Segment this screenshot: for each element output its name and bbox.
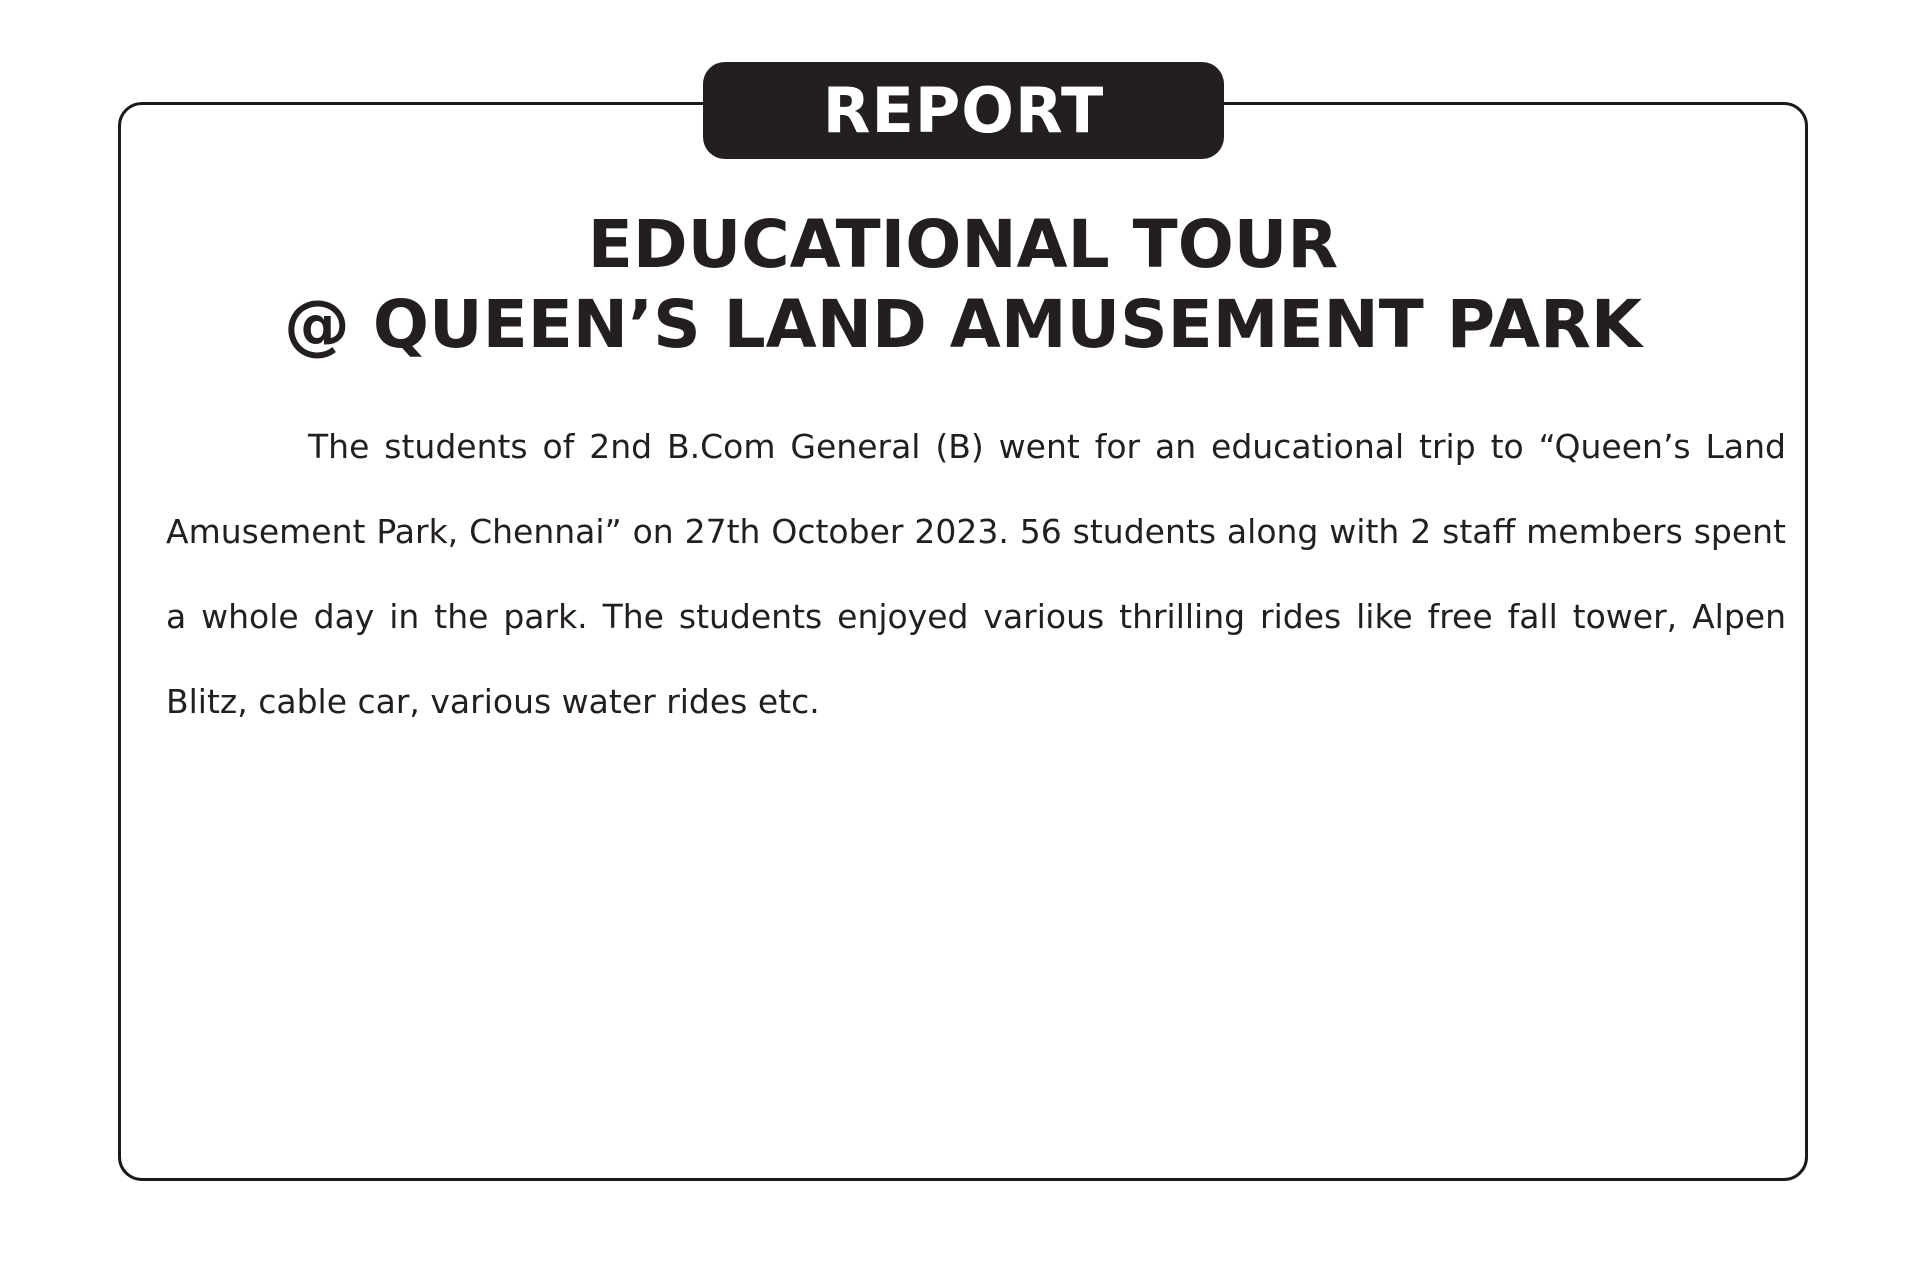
article-title-line-1: EDUCATIONAL TOUR xyxy=(587,206,1339,283)
article-body: The students of 2nd B.Com General (B) went for an educational trip to “Queen’s Land Amusement Park, Chennai” on 27th October 2023. 56 students along with 2 staff members spent a whole day in the park. The students enjoyed various thrilling rides like free fall tower, Alpen Blitz, cable car, various water rides etc. xyxy=(166,427,1786,721)
report-tab xyxy=(703,62,1224,159)
article-title xyxy=(118,205,1808,365)
report-tab-label: REPORT xyxy=(822,74,1105,147)
article-title-line-2: @ QUEEN’S LAND AMUSEMENT PARK xyxy=(283,286,1643,363)
